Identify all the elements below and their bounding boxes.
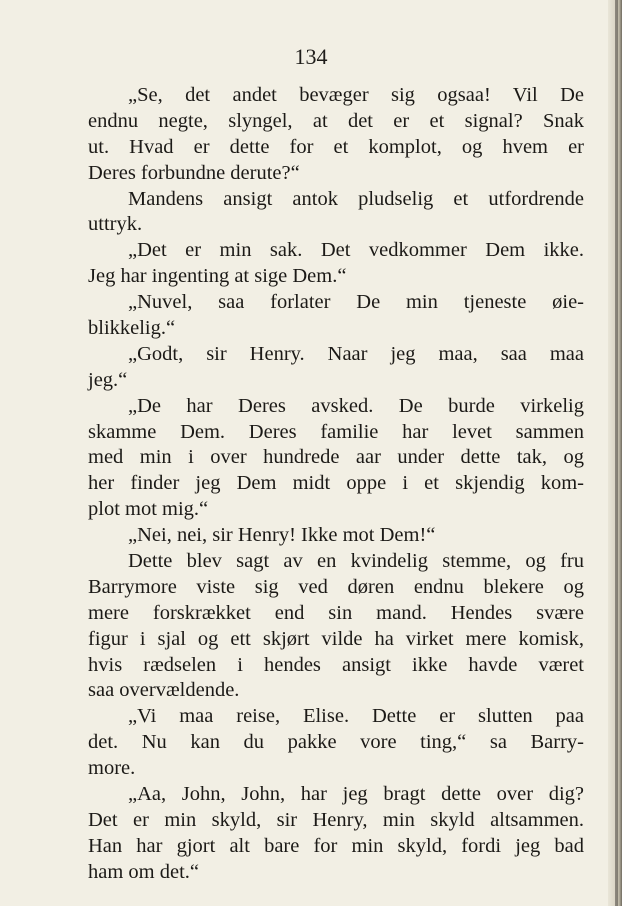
text-line: mere forskrækket end sin mand. Hendes svære <box>88 601 584 624</box>
text-line: Det er min skyld, sir Henry, min skyld altsammen. <box>88 808 584 831</box>
text-line: Dette blev sagt av en kvindelig stemme, og fru <box>128 550 584 573</box>
text-line: Jeg har ingenting at sige Dem.“ <box>88 265 347 288</box>
text-line: „Det er min sak. Det vedkommer Dem ikke. <box>128 239 584 262</box>
text-line: „Nuvel, saa forlater De min tjeneste øie- <box>128 291 584 314</box>
text-line: saa overvældende. <box>88 679 240 702</box>
text-line: „Se, det andet bevæger sig ogsaa! Vil De <box>128 84 584 106</box>
text-line: endnu negte, slyngel, at det er et signal? Snak <box>88 109 584 132</box>
text-line: „Aa, John, John, har jeg bragt dette over dig? <box>128 783 584 806</box>
page-spine-edge <box>615 0 618 906</box>
text-line: Deres forbundne derute?“ <box>88 161 300 184</box>
text-line: „De har Deres avsked. De burde virkelig <box>128 394 584 417</box>
text-line: plot mot mig.“ <box>88 498 209 521</box>
text-line: jeg.“ <box>88 368 128 391</box>
body-text <box>88 83 584 886</box>
text-line: hvis rædselen i hendes ansigt ikke havde været <box>88 653 584 676</box>
text-line: Han har gjort alt bare for min skyld, fordi jeg bad <box>88 834 584 857</box>
text-line: „Nei, nei, sir Henry! Ikke mot Dem!“ <box>128 524 436 547</box>
page-number: 134 <box>294 44 328 69</box>
text-line: „Vi maa reise, Elise. Dette er slutten paa <box>128 705 584 728</box>
text-line: ham om det.“ <box>88 860 200 883</box>
text-line: med min i over hundrede aar under dette tak, og <box>88 446 584 469</box>
text-line: her finder jeg Dem midt oppe i et skjendig kom- <box>88 472 584 495</box>
text-line: figur i sjal og ett skjørt vilde ha virket mere komisk, <box>88 627 584 650</box>
text-line: skamme Dem. Deres familie har levet sammen <box>88 420 584 443</box>
text-line: uttryk. <box>88 213 143 236</box>
text-line: Barrymore viste sig ved døren endnu blekere og <box>88 575 584 598</box>
text-line: Mandens ansigt antok pludselig et utfordrende <box>128 187 584 210</box>
text-line: det. Nu kan du pakke vore ting,“ sa Barry- <box>88 731 584 754</box>
text-line: ut. Hvad er dette for et komplot, og hvem er <box>88 135 584 158</box>
text-line: blikkelig.“ <box>88 317 176 340</box>
text-line: „Godt, sir Henry. Naar jeg maa, saa maa <box>128 342 584 365</box>
text-line: more. <box>88 757 136 780</box>
